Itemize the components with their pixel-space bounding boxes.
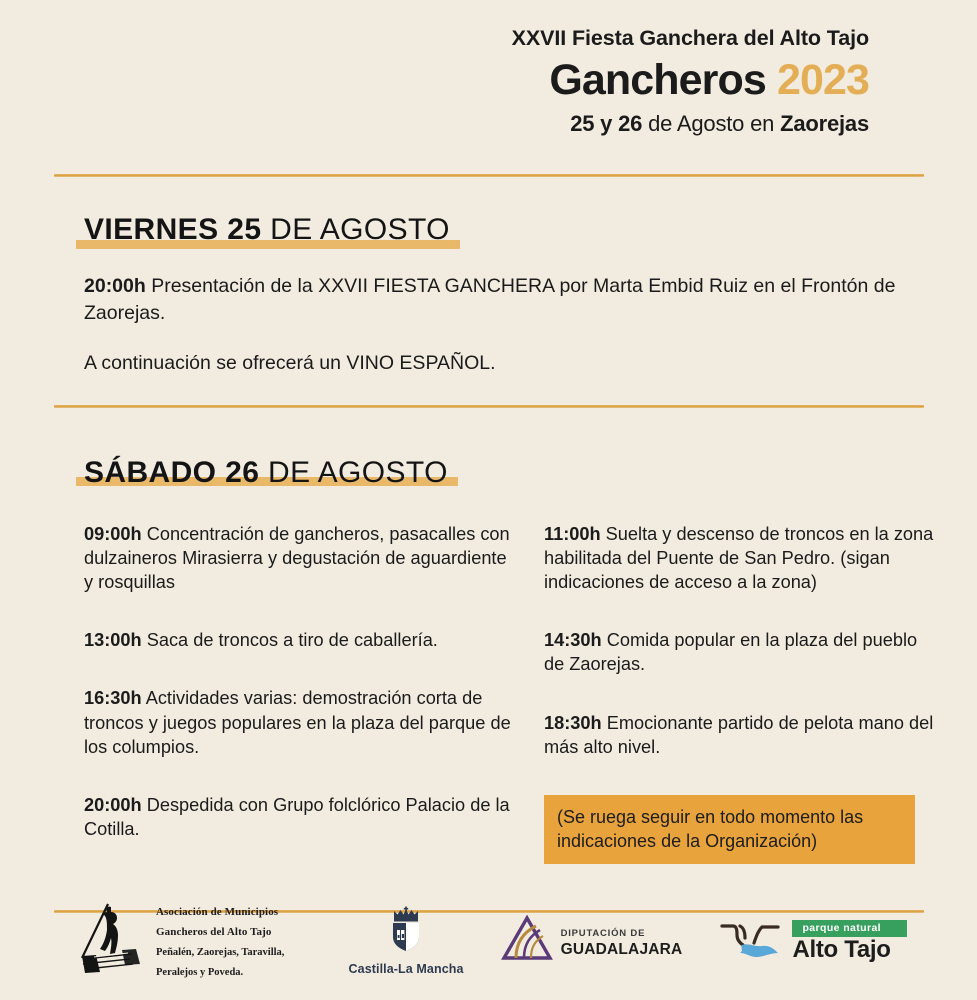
asociacion-line4: Peralejos y Poveda.	[156, 967, 244, 978]
event-text: Saca de troncos a tiro de caballería.	[141, 630, 438, 651]
subtitle-place: Zaorejas	[780, 111, 869, 137]
title-word-gancheros: Gancheros	[549, 55, 766, 104]
logo-asociacion-gancheros	[70, 901, 313, 981]
friday-event-time: 20:00h	[84, 274, 146, 297]
event-text: Concentración de gancheros, pasacalles con dulzaineros Mirasierra y degustación de aguardiente y rosquillas	[84, 523, 510, 592]
friday-event-text: Presentación de la XXVII FIESTA GANCHERA por Marta Embid Ruiz en el Frontón de Zaorejas.	[84, 274, 896, 324]
friday-vino-text: A continuación se ofrecerá un VINO ESPAÑOL.	[84, 351, 496, 374]
logo-diputacion-guadalajara	[500, 914, 683, 969]
saturday-left-column	[84, 522, 516, 865]
friday-event-2000	[84, 273, 904, 327]
saturday-heading-rest: DE AGOSTO	[259, 455, 448, 489]
page-title	[0, 55, 869, 106]
friday-body	[84, 273, 917, 377]
logo-castilla-la-mancha	[349, 906, 464, 976]
poster-header	[0, 0, 977, 138]
saturday-columns	[84, 522, 934, 865]
castilla-label: Castilla-La Mancha	[348, 962, 464, 976]
section-saturday	[0, 408, 977, 865]
event-text: Despedida con Grupo folclórico Palacio de la Cotilla.	[84, 794, 510, 840]
subtitle-middle: de Agosto en	[642, 111, 781, 137]
event-time: 20:00h	[84, 794, 142, 815]
saturday-heading	[76, 456, 458, 494]
title-word-year: 2023	[776, 55, 869, 104]
header-subtitle	[0, 111, 869, 137]
river-valley-icon	[718, 913, 784, 970]
saturday-event-1630	[84, 686, 516, 759]
subtitle-dates: 25 y 26	[570, 111, 643, 137]
event-text: Comida popular en la plaza del pueblo de Zaorejas.	[544, 630, 918, 675]
saturday-event-1100	[544, 522, 934, 595]
event-text: Actividades varias: demostración corta de troncos y juegos populares en la plaza del parque de los columpios.	[84, 688, 511, 757]
event-text: Emocionante partido de pelota mano del más alto nivel.	[544, 712, 934, 757]
castilla-shield-icon	[386, 906, 426, 957]
guadalajara-line2: GUADALAJARA	[560, 941, 683, 958]
friday-heading-strong: VIERNES 25	[84, 212, 262, 246]
saturday-event-1830	[544, 711, 934, 759]
asociacion-line1: Asociación de Municipios	[156, 906, 279, 918]
guadalajara-text	[561, 923, 683, 958]
friday-heading	[76, 213, 460, 251]
event-time: 09:00h	[84, 523, 142, 544]
header-kicker: XXVII Fiesta Ganchera del Alto Tajo	[511, 26, 869, 50]
asociacion-line2: Gancheros del Alto Tajo	[156, 926, 272, 938]
event-note: (sigan indicaciones de acceso a la zona)	[544, 547, 890, 592]
section-friday	[0, 177, 977, 377]
parque-banner: parque natural	[792, 920, 907, 937]
asociacion-text	[156, 901, 313, 981]
saturday-event-2000	[84, 793, 516, 841]
guadalajara-triangle-icon	[500, 914, 554, 969]
logo-parque-natural-alto-tajo	[718, 913, 907, 970]
asociacion-line3: Peñalén, Zaorejas, Taravilla,	[156, 947, 285, 958]
event-time: 18:30h	[544, 712, 602, 733]
saturday-event-0900	[84, 522, 516, 595]
parque-title: Alto Tajo	[792, 935, 891, 963]
event-time: 11:00h	[544, 523, 601, 544]
friday-event-vino	[84, 350, 904, 377]
guadalajara-line1: DIPUTACIÓN DE	[560, 928, 646, 940]
organization-notice: (Se ruega seguir en todo momento las indicaciones de la Organización)	[544, 795, 915, 864]
saturday-heading-strong: SÁBADO 26	[84, 455, 260, 489]
parque-text	[792, 920, 907, 962]
saturday-right-column	[544, 522, 934, 865]
saturday-event-1300	[84, 628, 516, 652]
event-text: Suelta y descenso de troncos en la zona habilitada del Puente de San Pedro.	[544, 523, 934, 568]
event-time: 14:30h	[544, 630, 602, 651]
event-time: 16:30h	[84, 688, 142, 709]
event-time: 13:00h	[84, 630, 142, 651]
saturday-event-1430	[544, 628, 934, 676]
footer-logos	[0, 890, 977, 1000]
friday-heading-rest: DE AGOSTO	[261, 212, 450, 246]
ganchero-figure-icon	[70, 902, 148, 981]
